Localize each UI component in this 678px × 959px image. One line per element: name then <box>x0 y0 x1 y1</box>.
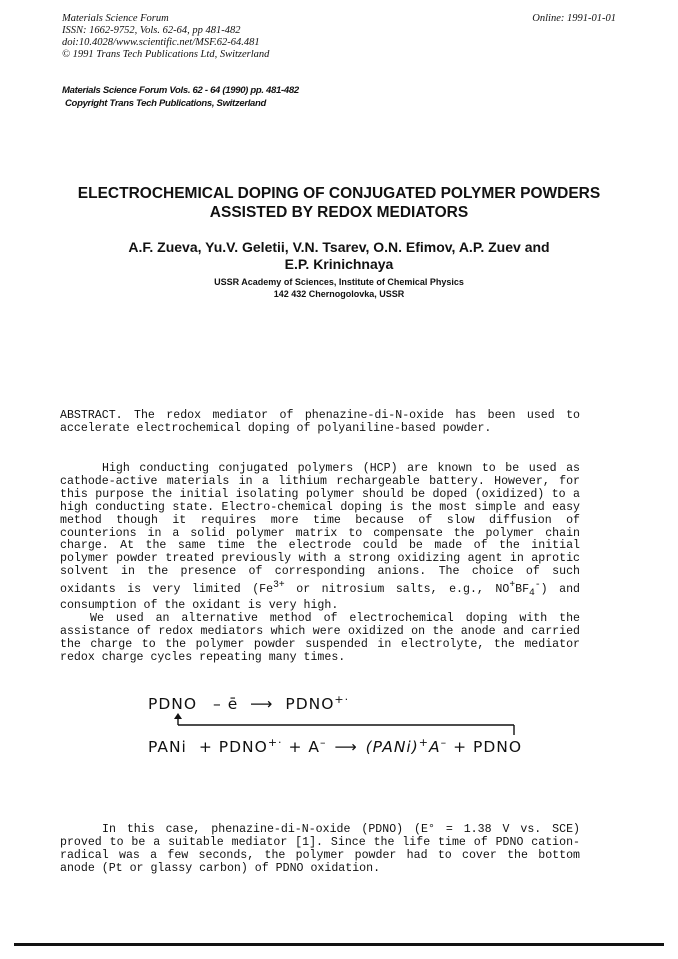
electron-loss: – ē <box>213 695 239 714</box>
citation-copyright: Copyright Trans Tech Publications, Switzerland <box>65 98 267 109</box>
author-list <box>0 239 678 273</box>
reaction-line-1: PDNO – ē ⟶ PDNO+· <box>148 693 350 714</box>
product-pdno-cation: PDNO <box>285 695 335 714</box>
reactant-anion: + A <box>288 738 320 757</box>
reaction-arrow-icon: ⟶ <box>250 695 274 714</box>
reactant-pani: PANi <box>148 738 187 757</box>
issn-line: ISSN: 1662-9752, Vols. 62-64, pp 481-482 <box>62 25 241 36</box>
paragraph-2: We used an alternative method of electrochemical doping with the assistance of redox mediators which were oxidized on the anode and carried the charge to the polymer powder suspended in electrolyte, the mediator redox charge cycles repeating many times. <box>60 612 580 664</box>
product-pdno: + PDNO <box>453 738 523 757</box>
body-text <box>60 463 580 665</box>
citation-line: Materials Science Forum Vols. 62 - 64 (1990) pp. 481-482 <box>62 85 299 96</box>
regeneration-loop-icon <box>148 713 548 737</box>
citation-block <box>62 84 299 110</box>
doi-line: doi:10.4028/www.scientific.net/MSF.62-64.481 <box>62 37 260 48</box>
copyright-line: © 1991 Trans Tech Publications Ltd, Switzerland <box>62 49 270 60</box>
reactant-pdno-cation: + PDNO <box>198 738 268 757</box>
title-line-2: ASSISTED BY REDOX MEDIATORS <box>209 204 469 221</box>
paragraph-3: In this case, phenazine-di-N-oxide (PDNO) (E° = 1.38 V vs. SCE) proved to be a suitable mediator [1]. Since the life time of PDNO cation-radical was a few seconds, the polymer powder had to cover the bottom anode (Pt or glassy carbon) of PDNO oxidation. <box>60 823 580 875</box>
paragraph-1: High conducting conjugated polymers (HCP) are known to be used as cathode-active materials in a lithium rechargeable battery. However, for this purpose the initial isolating polymer should be doped (oxidized) to a high conducting state. Electro-chemical doping is the most simple and easy method though it requires more time because of slow diffusion of counterions in a solid polymer matrix to compensate the polymer chain charge. At the same time the electrode could be made of the initial polymer powder treated previously with a strong oxidizing agent in aprotic solvent in the presence of corresponding anions. The choice of such oxidants is very limited ($Fe^{3+}$ or nitrosium salts, e.g., $NO^+BF_4^-$) and consumption of the oxidant is very high. <box>60 462 580 613</box>
reaction-arrow-icon: ⟶ <box>334 738 358 757</box>
online-date: Online: 1991-01-01 <box>532 13 616 24</box>
authors-line-1: A.F. Zueva, Yu.V. Geletii, V.N. Tsarev, O.N. Efimov, A.P. Zuev and <box>128 239 550 255</box>
title-line-1: ELECTROCHEMICAL DOPING OF CONJUGATED POLYMER POWDERS <box>77 185 601 202</box>
paper-title <box>0 184 678 222</box>
reaction-line-2: PANi + PDNO+· + A– ⟶ (PANi)+A– + PDNO <box>148 736 523 757</box>
reaction-scheme <box>148 693 548 763</box>
affiliation <box>0 276 678 300</box>
affiliation-line-2: 142 432 Chernogolovka, USSR <box>273 289 405 299</box>
page-bottom-rule <box>14 943 664 946</box>
abstract <box>60 410 580 436</box>
product-doped-pani: (PANi)+A– <box>365 736 448 757</box>
affiliation-line-1: USSR Academy of Sciences, Institute of Chemical Physics <box>214 277 464 287</box>
journal-name: Materials Science Forum <box>62 13 169 24</box>
authors-line-2: E.P. Krinichnaya <box>284 256 394 272</box>
reactant-pdno: PDNO <box>148 695 198 714</box>
body-text-continued <box>60 824 580 876</box>
journal-metadata <box>62 13 269 61</box>
abstract-text: ABSTRACT. The redox mediator of phenazine-di-N-oxide has been used to accelerate electrochemical doping of polyaniline-based powder. <box>60 409 580 435</box>
